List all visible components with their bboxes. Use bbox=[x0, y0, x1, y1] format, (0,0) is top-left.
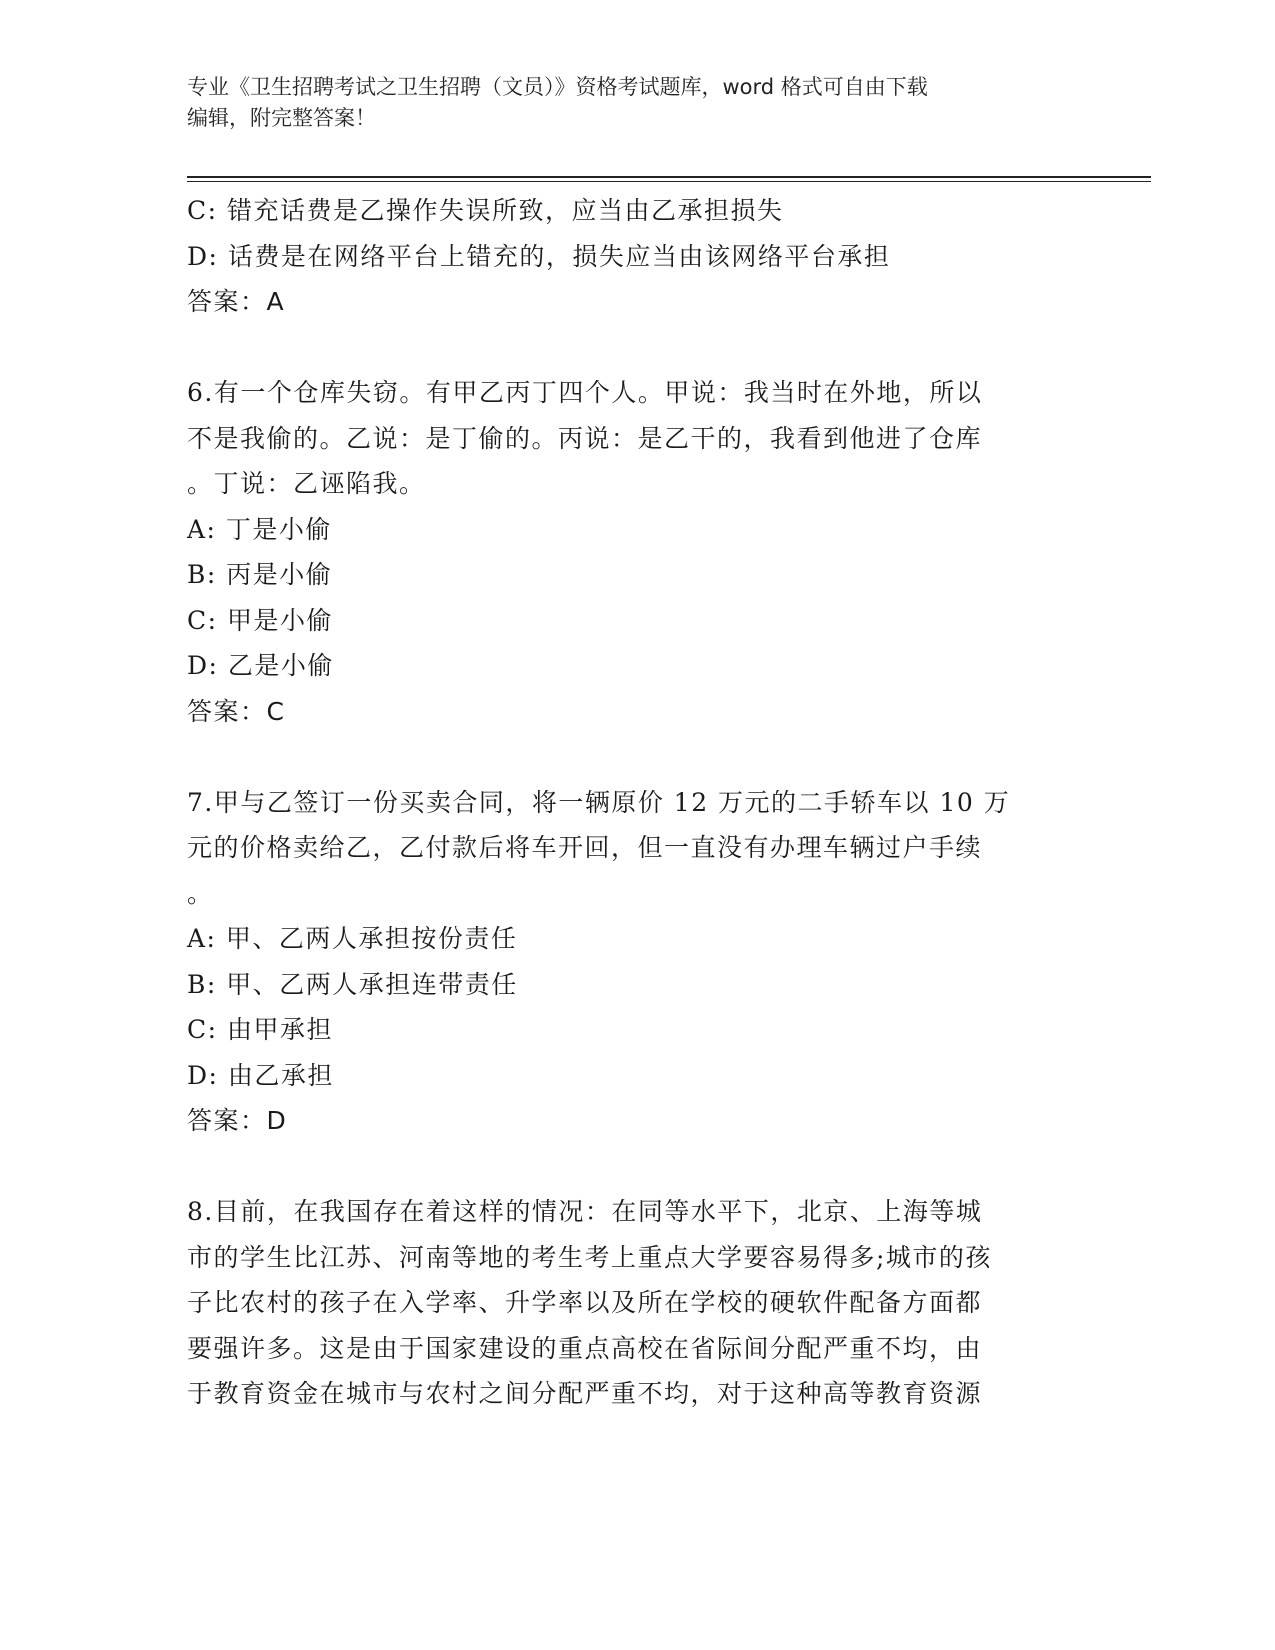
header-rule-thin bbox=[187, 181, 1151, 182]
q6-option-a: A: 丁是小偷 bbox=[187, 514, 332, 544]
q7-answer: 答案：D bbox=[187, 1106, 288, 1135]
q6-answer: 答案：C bbox=[187, 696, 286, 726]
document-header bbox=[187, 72, 1067, 134]
spacer bbox=[187, 734, 1077, 780]
q6-option-c: C: 甲是小偷 bbox=[187, 605, 333, 635]
q7-option-d: D: 由乙承担 bbox=[187, 1060, 334, 1090]
q8-stem-line-2: 市的学生比江苏、河南等地的考生考上重点大学要容易得多;城市的孩 bbox=[187, 1242, 992, 1272]
header-line-2: 编辑，附完整答案！ bbox=[187, 106, 376, 130]
header-rule-thick bbox=[187, 176, 1151, 178]
q7-stem-line-1: 7.甲与乙签订一份买卖合同，将一辆原价 12 万元的二手轿车以 10 万 bbox=[187, 787, 1011, 817]
question-content bbox=[187, 188, 1077, 1417]
q8-stem-line-3: 子比农村的孩子在入学率、升学率以及所在学校的硬软件配备方面都 bbox=[187, 1288, 983, 1317]
q6-option-b: B: 丙是小偷 bbox=[187, 560, 333, 589]
header-line-1: 专业《卫生招聘考试之卫生招聘（文员）》资格考试题库，word 格式可自由下载 bbox=[187, 75, 928, 99]
spacer bbox=[187, 325, 1077, 371]
q7-option-b: B: 甲、乙两人承担连带责任 bbox=[187, 969, 518, 999]
q5-option-d: D: 话费是在网络平台上错充的，损失应当由该网络平台承担 bbox=[187, 241, 891, 271]
q8-stem-line-1: 8.目前，在我国存在着这样的情况：在同等水平下，北京、上海等城 bbox=[187, 1197, 983, 1226]
q5-answer: 答案：A bbox=[187, 287, 286, 316]
q7-stem-line-2: 元的价格卖给乙，乙付款后将车开回，但一直没有办理车辆过户手续 bbox=[187, 833, 983, 862]
q6-option-d: D: 乙是小偷 bbox=[187, 651, 334, 680]
spacer bbox=[187, 1144, 1077, 1190]
q7-option-a: A: 甲、乙两人承担按份责任 bbox=[187, 924, 518, 953]
q8-stem-line-4: 要强许多。这是由于国家建设的重点高校在省际间分配严重不均，由 bbox=[187, 1333, 983, 1363]
q7-stem-line-3: 。 bbox=[187, 878, 214, 908]
q5-option-c: C: 错充话费是乙操作失误所致，应当由乙承担损失 bbox=[187, 196, 784, 225]
q6-stem-line-2: 不是我偷的。乙说：是丁偷的。丙说：是乙干的，我看到他进了仓库 bbox=[187, 423, 983, 453]
q8-stem-line-5: 于教育资金在城市与农村之间分配严重不均，对于这种高等教育资源 bbox=[187, 1379, 983, 1408]
q6-stem-line-3: 。丁说：乙诬陷我。 bbox=[187, 469, 426, 498]
q7-option-c: C: 由甲承担 bbox=[187, 1015, 333, 1044]
q6-stem-line-1: 6.有一个仓库失窃。有甲乙丙丁四个人。甲说：我当时在外地，所以 bbox=[187, 378, 983, 407]
